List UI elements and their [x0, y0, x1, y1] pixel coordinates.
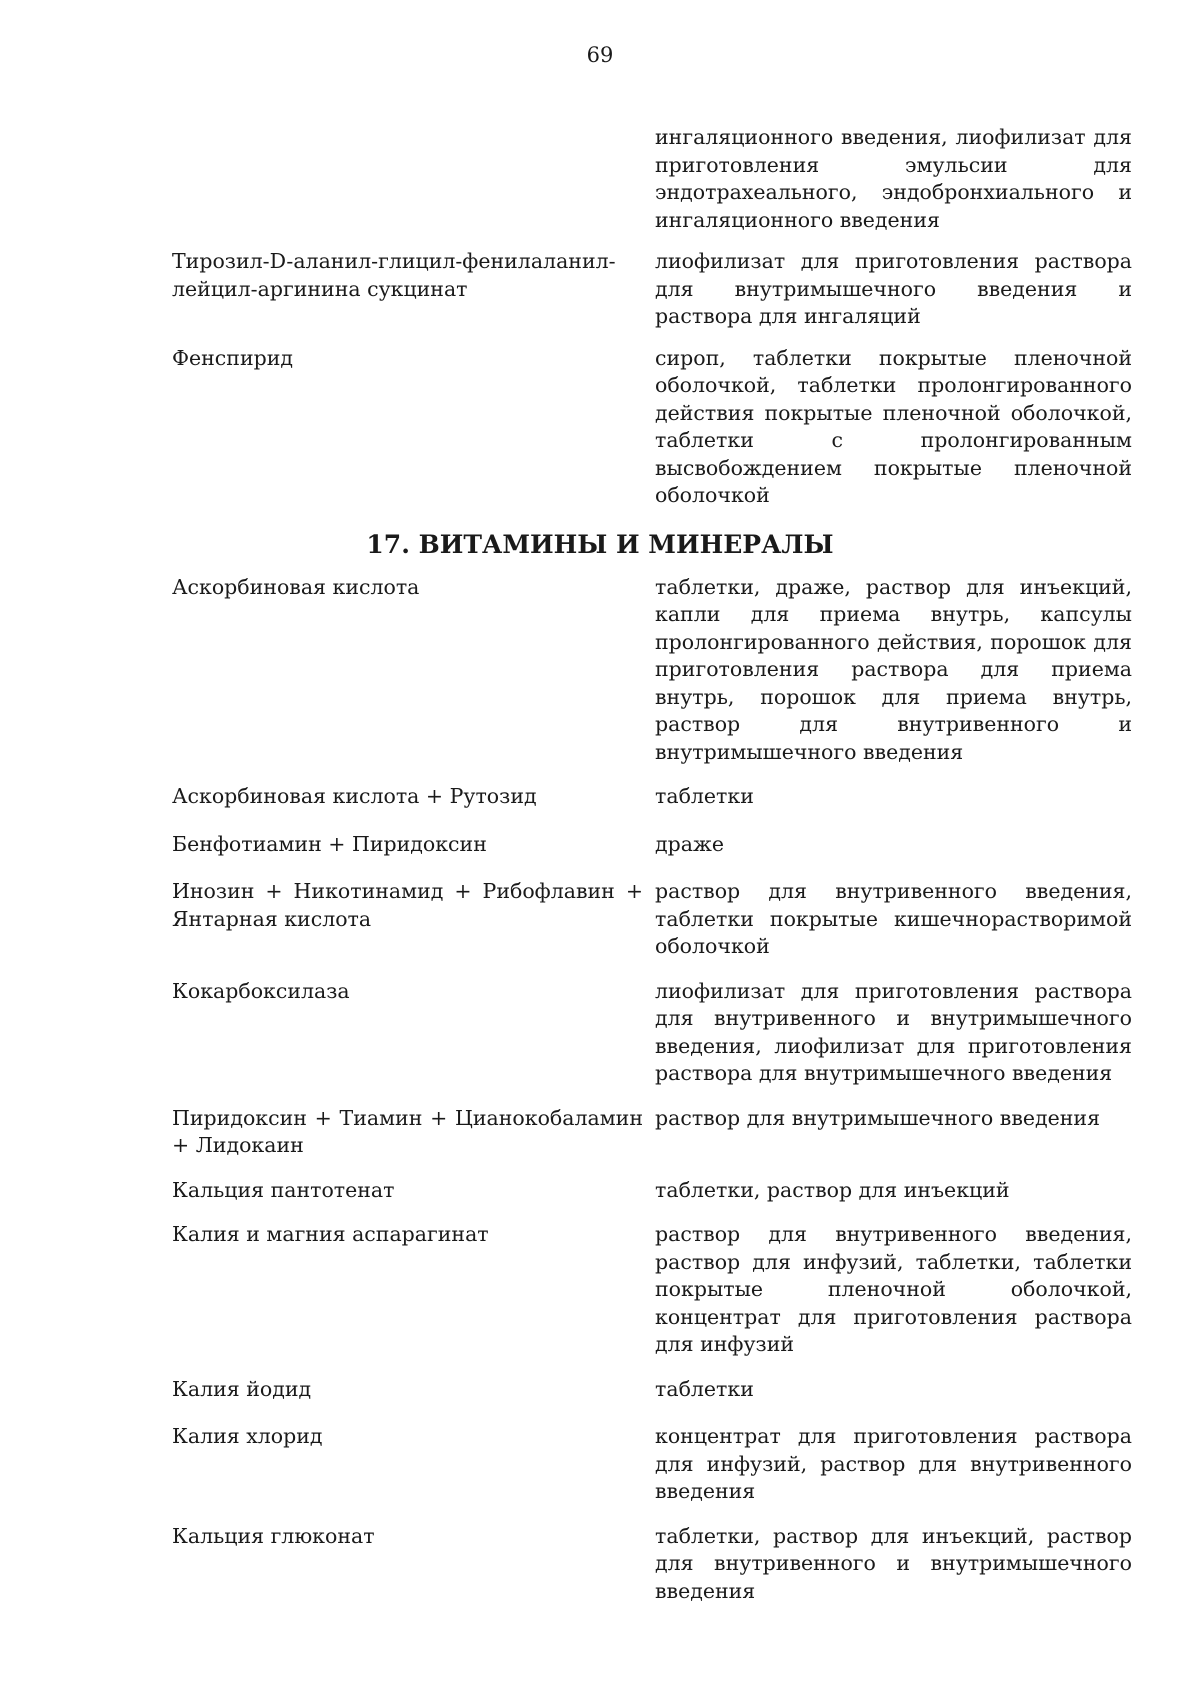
- drug-name: Бенфотиамин + Пиридоксин: [172, 831, 487, 856]
- drug-name: Пиридоксин + Тиамин + Цианокобаламин + Лидокаин: [172, 1105, 643, 1157]
- dosage-form: раствор для внутривенного введения, таблетки покрытые кишечнорастворимой оболочкой: [655, 879, 1132, 958]
- dosage-form: таблетки: [655, 784, 754, 808]
- table-row: [172, 124, 1132, 234]
- dosage-form: таблетки, драже, раствор для инъекций, капли для приема внутрь, капсулы пролонгированного действия, порошок для приготовления раствора для приема внутрь, порошок для приема внутрь, раствор для внутривенного и внутримышечного введения: [655, 574, 1132, 764]
- drug-name: Калия йодид: [172, 1376, 312, 1401]
- drug-name: Калия и магния аспарагинат: [172, 1222, 489, 1246]
- drug-name: Кальция глюконат: [172, 1523, 375, 1548]
- dosage-form: раствор для внутривенного введения, раствор для инфузий, таблетки, таблетки покрытые пленочной оболочкой, концентрат для приготовления раствора для инфузий: [655, 1222, 1132, 1356]
- table-row: [172, 1221, 1132, 1359]
- drug-list: [172, 124, 1132, 1605]
- dosage-form: сироп, таблетки покрытые пленочной оболочкой, таблетки пролонгированного действия покрытые пленочной оболочкой, таблетки с пролонгированным высвобождением покрытые пленочной оболочкой: [655, 345, 1132, 507]
- table-row: [172, 248, 1132, 331]
- table-row: [172, 831, 1132, 859]
- drug-name: Фенспирид: [172, 345, 294, 370]
- drug-name: Аскорбиновая кислота: [172, 574, 420, 599]
- table-row: [172, 1105, 1132, 1160]
- table-row: [172, 1177, 1132, 1205]
- table-row: [172, 878, 1132, 961]
- dosage-form: драже: [655, 831, 724, 856]
- table-row: [172, 783, 1132, 811]
- drug-name: Калия хлорид: [172, 1424, 323, 1448]
- drug-name: Инозин + Никотинамид + Рибофлавин + Янтарная кислота: [172, 879, 643, 931]
- page-number: 69: [586, 43, 614, 67]
- drug-name: Кокарбоксилаза: [172, 978, 350, 1003]
- drug-name: Кальция пантотенат: [172, 1177, 395, 1202]
- dosage-form: лиофилизат для приготовления раствора для внутримышечного введения и раствора для ингаляций: [655, 249, 1132, 328]
- table-row: [172, 1423, 1132, 1506]
- dosage-form: таблетки, раствор для инъекций: [655, 1177, 1010, 1202]
- drug-name: Аскорбиновая кислота + Рутозид: [172, 784, 537, 808]
- table-row: [172, 978, 1132, 1088]
- table-row: [172, 574, 1132, 767]
- section-heading: 17. ВИТАМИНЫ И МИНЕРАЛЫ: [366, 529, 834, 559]
- dosage-form: концентрат для приготовления раствора для инфузий, раствор для внутривенного введения: [655, 1424, 1132, 1503]
- dosage-form: таблетки, раствор для инъекций, раствор для внутривенного и внутримышечного введения: [655, 1523, 1132, 1603]
- drug-name: Тирозил-D-аланил-глицил-фенилаланил-лейцил-аргинина сукцинат: [172, 249, 616, 301]
- table-row: [172, 345, 1132, 510]
- dosage-form: лиофилизат для приготовления раствора для внутривенного и внутримышечного введения, лиофилизат для приготовления раствора для внутримышечного введения: [655, 978, 1132, 1085]
- dosage-form: таблетки: [655, 1376, 754, 1401]
- dosage-form: раствор для внутримышечного введения: [655, 1105, 1101, 1130]
- dosage-form: ингаляционного введения, лиофилизат для приготовления эмульсии для эндотрахеального, эндобронхиального и ингаляционного введения: [655, 125, 1132, 232]
- table-row: [172, 1376, 1132, 1404]
- table-row: [172, 1523, 1132, 1606]
